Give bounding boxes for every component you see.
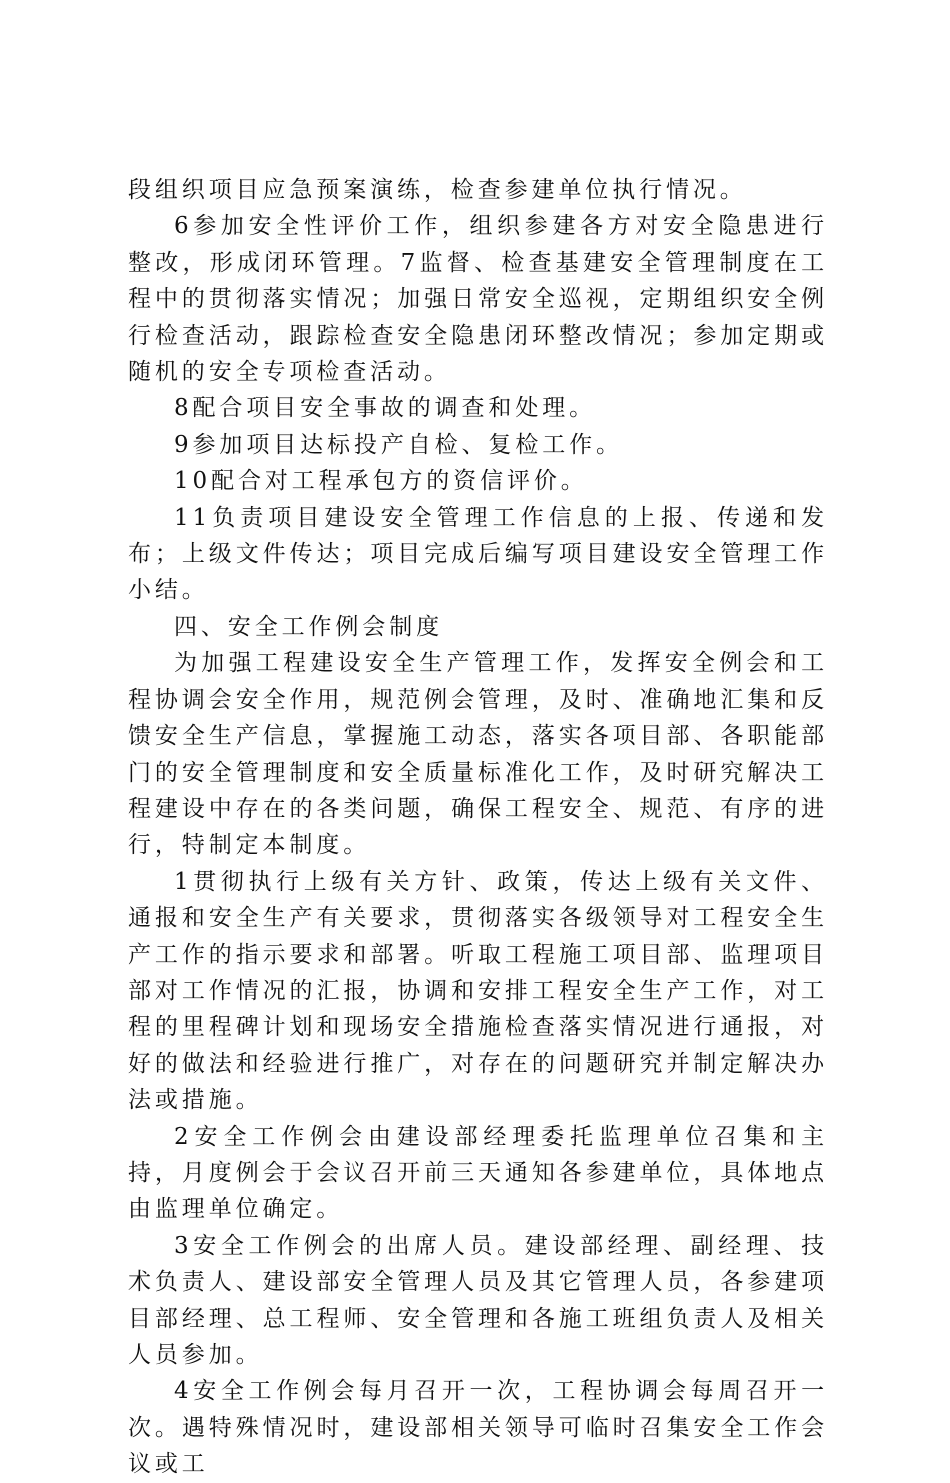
paragraph: 2安全工作例会由建设部经理委托监理单位召集和主持，月度例会于会议召开前三天通知各参建单位，具体地点由监理单位确定。 [128, 1123, 828, 1223]
document-body [128, 172, 828, 1483]
paragraph: 10配合对工程承包方的资信评价。 [174, 468, 588, 495]
paragraph: 1贯彻执行上级有关方针、政策，传达上级有关文件、通报和安全生产有关要求，贯彻落实各级领导对工程安全生产工作的指示要求和部署。听取工程施工项目部、监理项目部对工作情况的汇报，协调和安排工程安全生产工作，对工程的里程碑计划和现场安全措施检查落实情况进行通报，对好的做法和经验进行推广，对存在的问题研究并制定解决办法或措施。 [128, 868, 828, 1114]
paragraph: 为加强工程建设安全生产管理工作，发挥安全例会和工程协调会安全作用，规范例会管理，及时、准确地汇集和反馈安全生产信息，掌握施工动态，落实各项目部、各职能部门的安全管理制度和安全质量标准化工作，及时研究解决工程建设中存在的各类问题，确保工程安全、规范、有序的进行，特制定本制度。 [128, 650, 828, 859]
paragraph: 6参加安全性评价工作，组织参建各方对安全隐患进行整改，形成闭环管理。7监督、检查基建安全管理制度在工程中的贯彻落实情况；加强日常安全巡视，定期组织安全例行检查活动，跟踪检查安全隐患闭环整改情况；参加定期或随机的安全专项检查活动。 [128, 213, 828, 386]
section-heading: 四、安全工作例会制度 [174, 613, 443, 640]
paragraph: 段组织项目应急预案演练，检查参建单位执行情况。 [128, 177, 747, 203]
paragraph: 3安全工作例会的出席人员。建设部经理、副经理、技术负责人、建设部安全管理人员及其它管理人员，各参建项目部经理、总工程师、安全管理和各施工班组负责人及相关人员参加。 [128, 1232, 828, 1368]
paragraph: 9参加项目达标投产自检、复检工作。 [174, 431, 623, 458]
paragraph: 8配合项目安全事故的调查和处理。 [174, 395, 597, 422]
paragraph: 4安全工作例会每月召开一次，工程协调会每周召开一次。遇特殊情况时，建设部相关领导可临时召集安全工作会议或工 [128, 1378, 828, 1478]
paragraph: 11负责项目建设安全管理工作信息的上报、传递和发布；上级文件传达；项目完成后编写项目建设安全管理工作小结。 [128, 504, 828, 604]
